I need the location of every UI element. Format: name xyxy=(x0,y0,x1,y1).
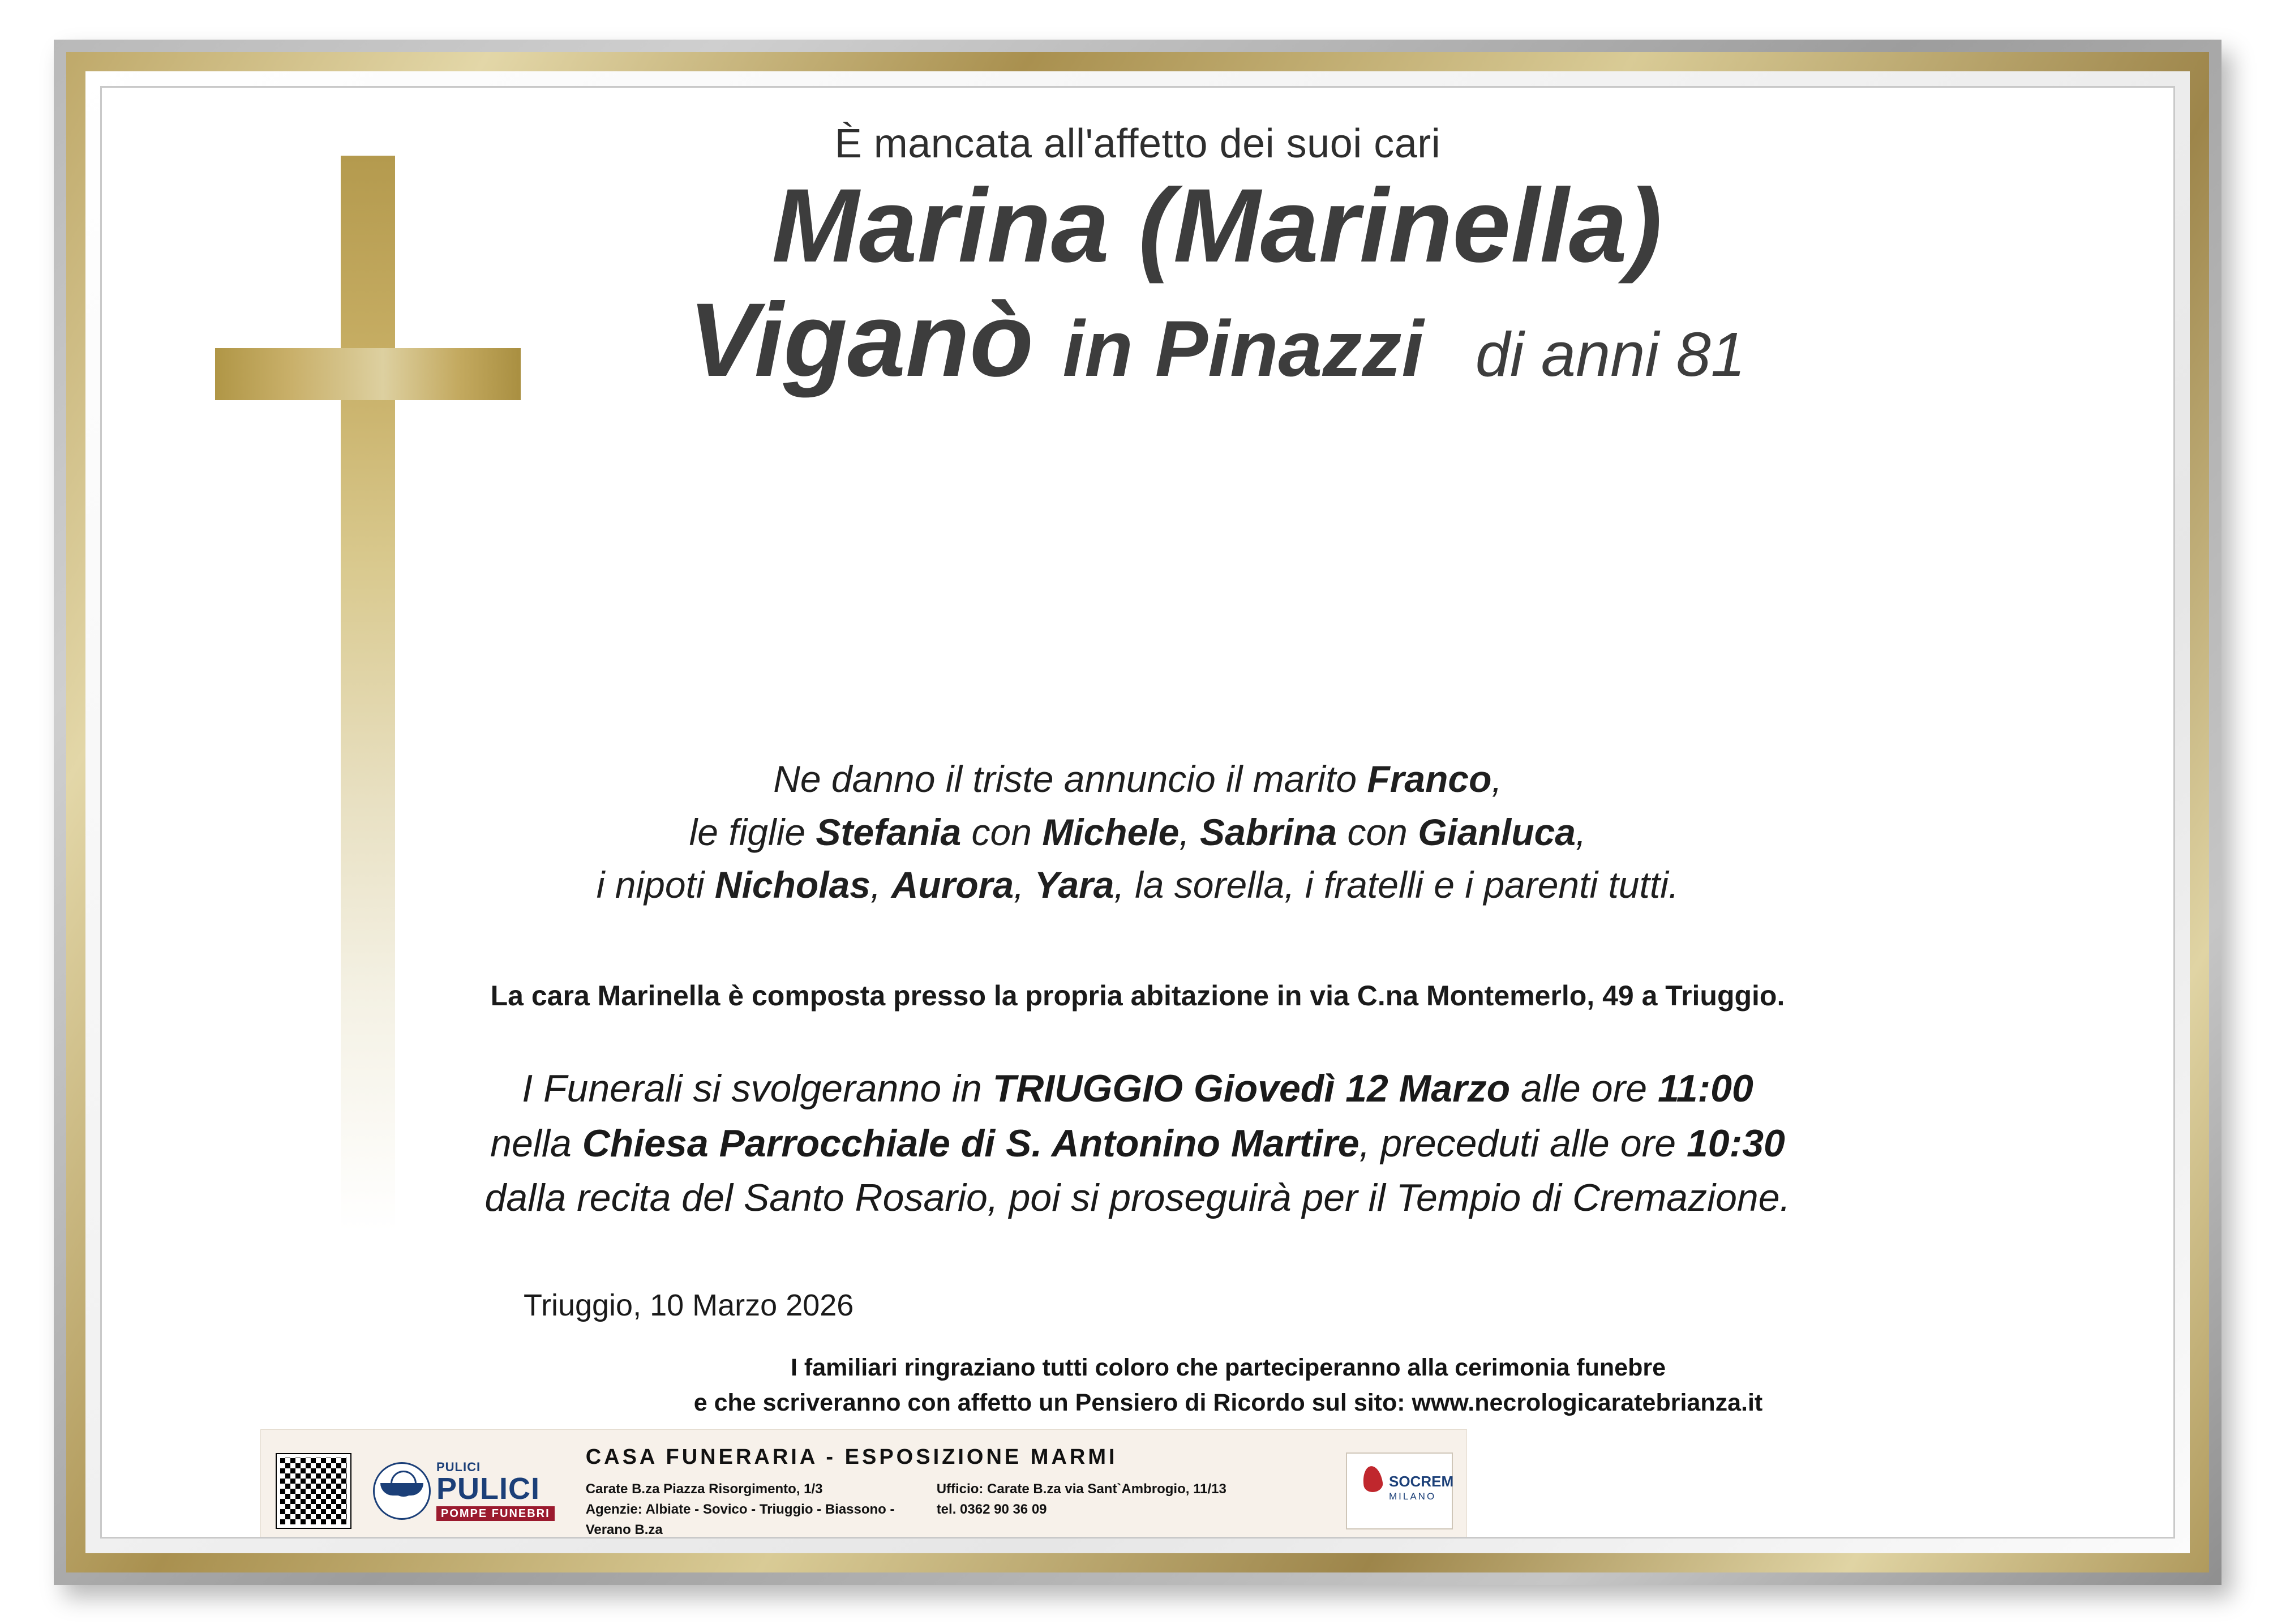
announce-1-name: Franco xyxy=(1367,758,1492,800)
announce-2-mid-3: con xyxy=(1337,811,1418,853)
footer-phone: tel. 0362 90 36 09 xyxy=(936,1502,1047,1517)
funeral-line-1 xyxy=(102,1061,2173,1116)
surname: Viganò xyxy=(688,281,1034,398)
given-name: Marina (Marinella) xyxy=(771,168,1662,284)
announce-3-name-1: Nicholas xyxy=(714,864,870,906)
memorial-poster xyxy=(54,40,2221,1585)
surname-line xyxy=(340,281,2094,398)
pulici-brand-top: PULICI xyxy=(436,1459,481,1474)
announce-2-name-3: Sabrina xyxy=(1200,811,1337,853)
funeral-2-church: Chiesa Parrocchiale di S. Antonino Martire xyxy=(582,1121,1359,1165)
pulici-brand-name: PULICI xyxy=(436,1471,541,1506)
funeral-line-3: dalla recita del Santo Rosario, poi si proseguirà per il Tempio di Cremazione. xyxy=(484,1176,1791,1220)
socrem-name: SOCREM xyxy=(1389,1472,1454,1490)
announce-3-pre: i nipoti xyxy=(596,864,715,906)
funeral-1-time: 11:00 xyxy=(1657,1067,1753,1110)
viewing-info: La cara Marinella è composta presso la propria abitazione in via C.na Montemerlo, 49 a Triuggio. xyxy=(490,980,1785,1012)
footer-addr-left-2: Agenzie: Albiate - Sovico - Triuggio - Biassono - Verano B.za xyxy=(585,1502,895,1537)
thanks-text xyxy=(102,1350,2173,1421)
footer-address-row-2 xyxy=(586,1499,1346,1539)
white-frame xyxy=(85,71,2190,1553)
funeral-home-footer xyxy=(260,1429,1467,1539)
socrem-city: MILANO xyxy=(1389,1490,1436,1502)
announce-line-3 xyxy=(102,859,2173,912)
funeral-2-time: 10:30 xyxy=(1686,1121,1785,1165)
announce-line-1 xyxy=(102,753,2173,806)
pulici-brand-sub: POMPE FUNEBRI xyxy=(436,1506,555,1521)
funeral-2-pre: nella xyxy=(490,1121,582,1165)
funeral-line-2 xyxy=(102,1116,2173,1171)
announce-3-mid-2: , xyxy=(1014,864,1035,906)
funeral-1-mid: alle ore xyxy=(1510,1067,1658,1110)
funeral-2-mid: , preceduti alle ore xyxy=(1359,1121,1687,1165)
married-name: in Pinazzi xyxy=(1062,303,1424,393)
footer-addr-right-1: Ufficio: Carate B.za via Sant`Ambrogio, 11/13 xyxy=(936,1481,1226,1497)
announce-2-name-1: Stefania xyxy=(816,811,962,853)
footer-address-block xyxy=(586,1441,1346,1539)
announce-2-pre: le figlie xyxy=(689,811,816,853)
announce-2-name-2: Michele xyxy=(1042,811,1180,853)
announce-2-mid-2: , xyxy=(1179,811,1200,853)
gold-frame xyxy=(66,52,2209,1572)
announce-2-mid-1: con xyxy=(961,811,1043,853)
socrem-logo xyxy=(1346,1452,1453,1529)
announce-1-pre: Ne danno il triste annuncio il marito xyxy=(773,758,1367,800)
funeral-info xyxy=(102,1061,2173,1226)
announce-3-name-2: Aurora xyxy=(891,864,1014,906)
place-date: Triuggio, 10 Marzo 2026 xyxy=(524,1288,854,1322)
announce-2-post: , xyxy=(1576,811,1586,853)
footer-title: CASA FUNERARIA - ESPOSIZIONE MARMI xyxy=(585,1445,1118,1469)
pulici-logo xyxy=(373,1461,555,1521)
announce-line-2 xyxy=(102,806,2173,859)
announce-3-name-3: Yara xyxy=(1034,864,1114,906)
announce-2-name-4: Gianluca xyxy=(1418,811,1576,853)
announce-3-mid-1: , xyxy=(870,864,891,906)
pulici-emblem-icon xyxy=(373,1462,431,1520)
intro-text: È mancata all'affetto dei suoi cari xyxy=(834,121,1441,166)
footer-address-row-1 xyxy=(586,1479,1346,1499)
thanks-line-2: e che scriveranno con affetto un Pensiero di Ricordo sul sito: www.necrologicaratebrianza.it xyxy=(693,1389,1763,1417)
announcement-text xyxy=(102,753,2173,912)
footer-addr-left-1: Carate B.za Piazza Risorgimento, 1/3 xyxy=(585,1481,823,1497)
thanks-line-1: I familiari ringraziano tutti coloro che parteciperanno alla cerimonia funebre xyxy=(791,1354,1666,1381)
announce-3-post: , la sorella, i fratelli e i parenti tutti. xyxy=(1114,864,1679,906)
announce-1-post: , xyxy=(1491,758,1502,800)
deceased-name-block xyxy=(340,168,2094,398)
age-text: di anni 81 xyxy=(1475,319,1746,389)
flame-icon xyxy=(1361,1464,1384,1493)
funeral-1-pre: I Funerali si svolgeranno in xyxy=(522,1067,993,1110)
qr-code-icon[interactable] xyxy=(277,1454,350,1528)
poster-canvas xyxy=(100,86,2175,1539)
notice-content xyxy=(102,88,2173,1537)
funeral-1-place-date: TRIUGGIO Giovedì 12 Marzo xyxy=(992,1067,1511,1110)
